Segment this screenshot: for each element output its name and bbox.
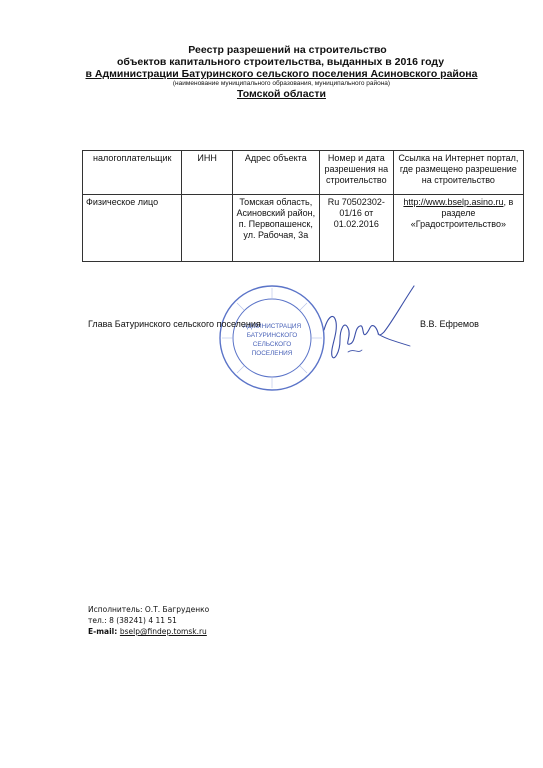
- cell-inn: [182, 195, 232, 262]
- email-label: E-mail:: [88, 627, 120, 636]
- header-line-2: объектов капитального строительства, выданных в 2016 году: [116, 56, 445, 68]
- portal-link-rest: , в разделе «Градостроительство»: [410, 197, 514, 229]
- column-header-inn: ИНН: [182, 151, 232, 195]
- cell-taxpayer: Физическое лицо: [83, 195, 182, 262]
- header-line-3: в Администрации Батуринского сельского поселения Асиновского района: [85, 68, 478, 80]
- header-note: (наименование муниципального образования, муниципального района): [172, 80, 391, 87]
- column-header-taxpayer: налогоплательщик: [83, 151, 182, 195]
- cell-link: [393, 195, 523, 262]
- official-stamp: [217, 283, 327, 393]
- document-header: [0, 44, 543, 100]
- document-footer: [88, 604, 209, 637]
- signatory-role: Глава Батуринского сельского поселения: [88, 319, 261, 329]
- column-header-address: Адрес объекта: [232, 151, 319, 195]
- header-region: Томской области: [237, 88, 326, 100]
- column-header-link: Ссылка на Интернет портал, где размещено разрешение на строительство: [393, 151, 523, 195]
- cell-permit: Ru 70502302-01/16 от 01.02.2016: [319, 195, 393, 262]
- permits-table: [82, 150, 524, 262]
- stamp-text-line-4: ПОСЕЛЕНИЯ: [251, 350, 293, 357]
- table-header-row: [83, 151, 524, 195]
- signatory-name: В.В. Ефремов: [420, 319, 479, 329]
- table-row: [83, 195, 524, 262]
- stamp-text-line-1: АДМИНИСТРАЦИЯ: [242, 323, 302, 330]
- executor-line: Исполнитель: О.Т. Багруденко: [88, 605, 210, 614]
- stamp-text-line-3: СЕЛЬСКОГО: [252, 341, 292, 348]
- email-link[interactable]: bselp@findep.tomsk.ru: [119, 627, 207, 636]
- header-line-1: Реестр разрешений на строительство: [188, 44, 387, 56]
- stamp-text-line-2: БАТУРИНСКОГО: [246, 332, 298, 339]
- column-header-permit: Номер и дата разрешения на строительство: [319, 151, 393, 195]
- portal-link[interactable]: http://www.bselp.asino.ru: [403, 197, 504, 207]
- phone-line: тел.: 8 (38241) 4 11 51: [88, 616, 177, 625]
- email-line: [88, 626, 209, 637]
- handwritten-signature: [318, 282, 428, 372]
- cell-address: Томская область, Асиновский район, п. Первопашенск, ул. Рабочая, 3а: [232, 195, 319, 262]
